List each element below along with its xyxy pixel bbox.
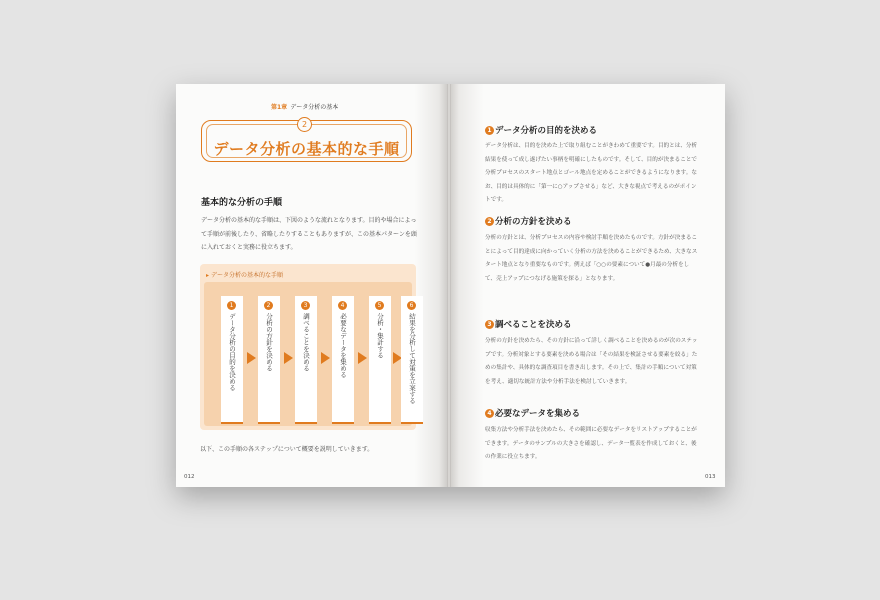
flow-label-text: データ分析の基本的な手順 — [211, 272, 284, 279]
flow-step-2 — [258, 296, 280, 424]
step-label: 必要なデータを集める — [339, 313, 347, 378]
section-heading-2 — [485, 215, 572, 227]
step-label: 分析の方針を決める — [265, 313, 273, 372]
flow-step-3 — [295, 296, 317, 424]
step-label: 調べることを決める — [302, 313, 310, 372]
step-label: 分析・集計する — [376, 313, 384, 359]
section-number-badge: 4 — [485, 409, 494, 418]
flow-label — [206, 270, 283, 279]
step-number-badge: 4 — [338, 301, 347, 310]
page-number-right: 013 — [705, 474, 716, 480]
section-heading-1 — [485, 124, 597, 136]
step-number-badge: 6 — [407, 301, 416, 310]
section-heading-3 — [485, 318, 572, 330]
arrow-right-icon — [247, 352, 256, 364]
section-body-4: 収集方法や分析手法を決めたら、その範囲に必要なデータをリストアップすることができます。データのサンプルの大きさを確認し、データ一覧表を作成しておくと、後の作業に役立ちます。 — [485, 427, 697, 460]
flow-step-4 — [332, 296, 354, 424]
arrow-right-icon — [284, 352, 293, 364]
step-number-badge: 3 — [301, 301, 310, 310]
flow-steps-area — [204, 282, 412, 426]
title-number-badge: 2 — [297, 117, 312, 132]
section-heading-text: 必要なデータを集める — [495, 409, 581, 419]
flow-diagram — [200, 264, 416, 430]
arrow-right-icon — [321, 352, 330, 364]
section-body-1: データ分析は、目的を決めた上で取り組むことがきわめて重要です。目的とは、分析結果を使って成し遂げたい事柄を明確にしたものです。そして、目的が決まることで分析プロセスのスタート地点とゴール地点を定めることができるようになります。なお、目的は具体的に「第一に○アップさせる」など、大きな視点で考えるのがポイントです。 — [485, 143, 698, 203]
open-book — [176, 84, 725, 487]
section-number-badge: 2 — [485, 217, 494, 226]
page-number-left: 012 — [184, 474, 195, 480]
section-body-3: 分析の方針を決めたら、その方針に沿って詳しく調べることを決めるのが次のステップです。分析対象とする要素を決める場合は「その結果を検証させる要素を絞る」ための集計や、具体的な調査項目を書き出します。その上で、集計の手順について対策を考え、適切な統計方法や分析手法を検討していきます。 — [485, 338, 698, 385]
flow-step-5 — [369, 296, 391, 424]
flow-step-1 — [221, 296, 243, 424]
section-body-2: 分析の方針とは、分析プロセスの内容や検討手順を決めたものです。方針が決まることによって目的達成に向かっていく分析の方法を決めることができるため、大きなスタート地点となり重要なものです。例えば「○○の要素について●月最の分析をして、売上アップにつなげる施策を探る」となります。 — [485, 235, 698, 282]
running-head — [271, 102, 338, 111]
step-number-badge: 1 — [227, 301, 236, 310]
step-number-badge: 5 — [375, 301, 384, 310]
arrow-right-icon — [358, 352, 367, 364]
running-head-chapter: 第1章 — [271, 104, 288, 111]
section-heading-text: 分析の方針を決める — [495, 217, 572, 227]
step-number-badge: 2 — [264, 301, 273, 310]
section-number-badge: 3 — [485, 320, 494, 329]
triangle-right-icon: ▸ — [206, 272, 210, 279]
page-title: データ分析の基本的な手順 — [213, 140, 400, 158]
intro-paragraph: データ分析の基本的な手順は、下図のような流れとなります。目的や場合によって手順が前後したり、省略したりすることもありますが、この基本パターンを頭に入れておくと実務に役立ちます。 — [201, 217, 417, 251]
section-heading-4 — [485, 407, 580, 419]
step-label: 結果を分析して対策を立案する — [408, 313, 416, 404]
left-page — [176, 84, 447, 487]
running-head-title: データ分析の基本 — [290, 104, 339, 111]
section-number-badge: 1 — [485, 126, 494, 135]
section-heading-text: 調べることを決める — [495, 320, 572, 330]
footer-note: 以下、この手順の各ステップについて概要を説明していきます。 — [200, 446, 374, 453]
section-heading: 基本的な分析の手順 — [201, 198, 283, 208]
right-page — [451, 84, 725, 487]
step-label: データ分析の目的を決める — [228, 313, 236, 391]
flow-step-6 — [401, 296, 423, 424]
section-heading-text: データ分析の目的を決める — [495, 126, 598, 136]
